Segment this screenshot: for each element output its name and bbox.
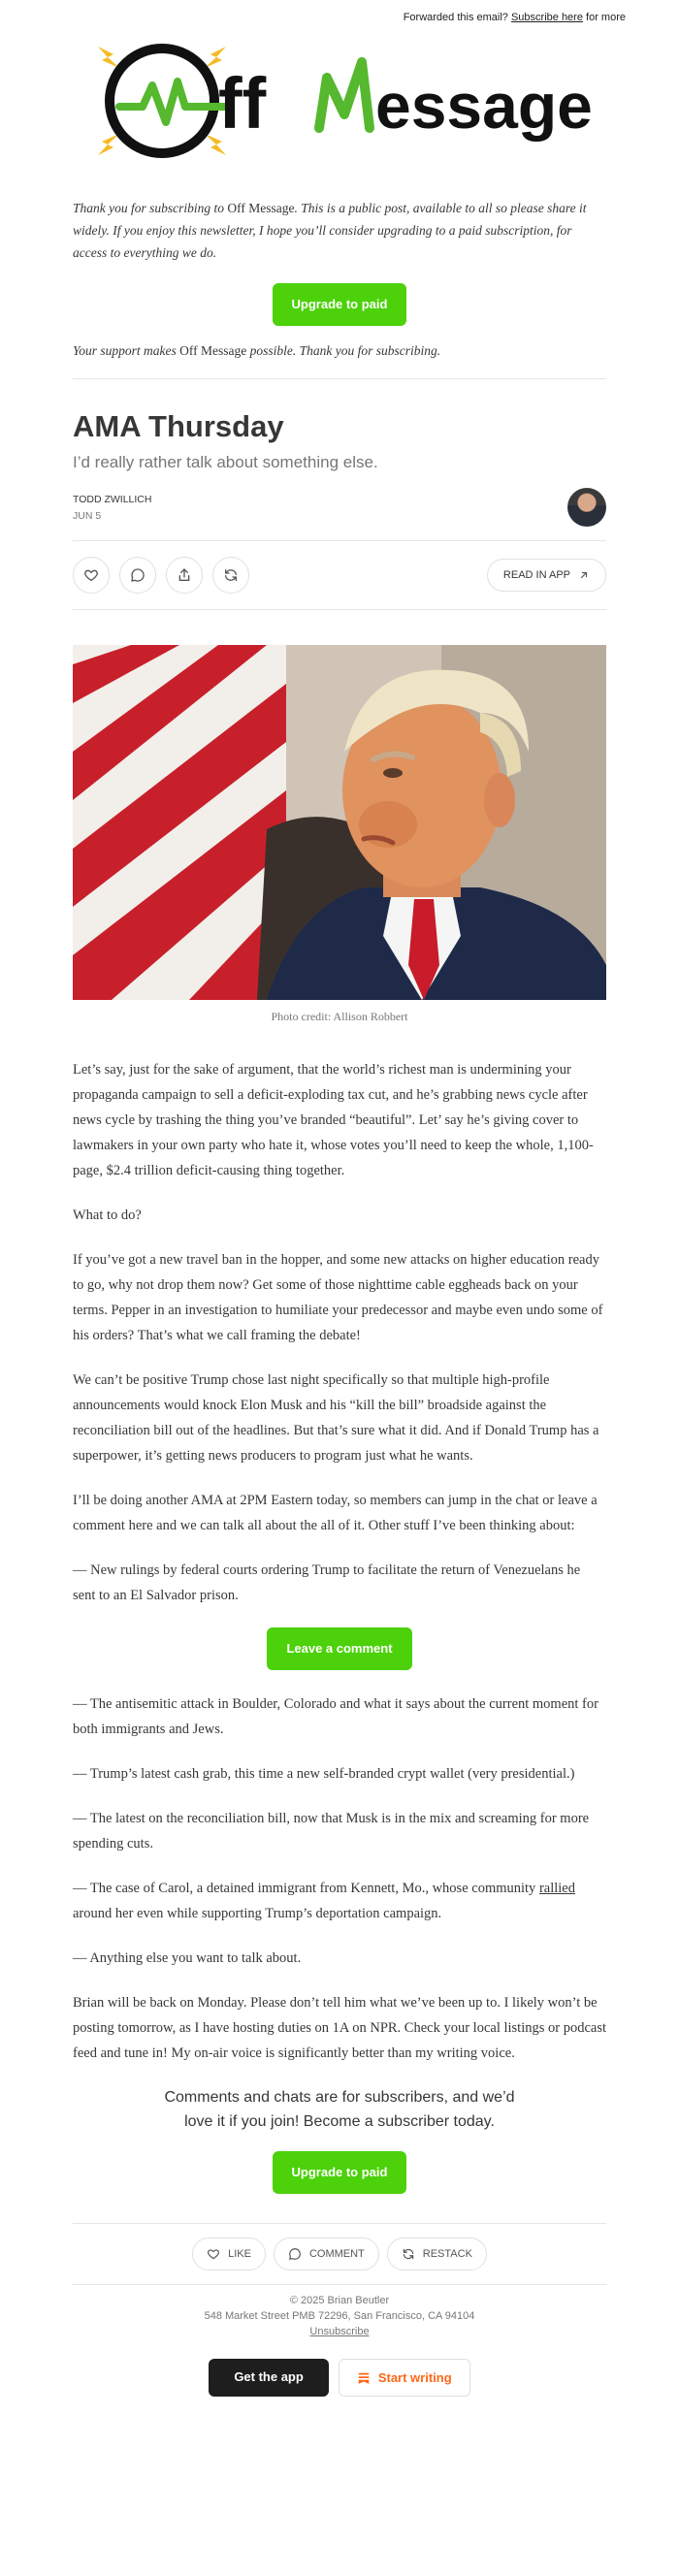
divider bbox=[73, 2284, 606, 2285]
intro-text: Thank you for subscribing to Off Message. This is a public post, available to all so please share it widely. If you enjoy this newsletter, I hope you’ll consider upgrading to a paid subscription, for access to everything we do. bbox=[73, 201, 587, 260]
logo-text-essage: essage bbox=[375, 70, 593, 142]
read-in-app-button[interactable] bbox=[487, 559, 606, 592]
divider bbox=[73, 378, 606, 379]
like-icon[interactable] bbox=[73, 557, 110, 594]
post-title[interactable]: AMA Thursday bbox=[73, 409, 284, 443]
leave-comment-button[interactable]: Leave a comment bbox=[267, 1627, 411, 1670]
upgrade-to-paid-bottom-button[interactable]: Upgrade to paid bbox=[273, 2151, 407, 2194]
get-the-app-button[interactable]: Get the app bbox=[209, 2359, 329, 2397]
paragraph: If you’ve got a new travel ban in the hopper, and some new attacks on higher education ready to go, why not drop them now? Get some of those nighttime cable eggheads back on your terms. Pepper in an investigation to humiliate your predecessor and maybe even undo some of his orders? That’s what we call framing the debate! bbox=[73, 1252, 603, 1343]
engagement-bar bbox=[73, 2238, 606, 2270]
forward-suffix: for more bbox=[586, 12, 626, 23]
restack-arrows-icon bbox=[402, 2247, 415, 2261]
comment-button[interactable] bbox=[274, 2238, 379, 2270]
upgrade-to-paid-button[interactable]: Upgrade to paid bbox=[273, 283, 407, 326]
comment-label: COMMENT bbox=[308, 2248, 365, 2260]
start-writing-button[interactable] bbox=[339, 2359, 470, 2397]
copyright: © 2025 Brian Beutler bbox=[289, 2295, 390, 2306]
support-text: Your support makes Off Message possible. Thank you for subscribing. bbox=[73, 343, 441, 358]
logo-text-ff: ff bbox=[218, 63, 267, 144]
footer bbox=[73, 2293, 606, 2339]
restack-button[interactable] bbox=[387, 2238, 487, 2270]
like-button[interactable] bbox=[192, 2238, 266, 2270]
subscribe-cta-text: Comments and chats are for subscribers, and we’d love it if you join! Become a subscriber today. bbox=[164, 2089, 515, 2130]
like-label: LIKE bbox=[228, 2248, 251, 2260]
app-promo bbox=[73, 2359, 606, 2397]
flag-stripes bbox=[73, 645, 286, 1000]
divider bbox=[73, 2223, 606, 2224]
speech-bubble-icon bbox=[288, 2247, 302, 2261]
post-subtitle: I’d really rather talk about something else. bbox=[73, 453, 378, 471]
comment-icon[interactable] bbox=[119, 557, 156, 594]
paragraph: — New rulings by federal courts ordering Trump to facilitate the return of Venezuelans he sent to an El Salvador prison. bbox=[73, 1562, 581, 1603]
off-message-logo[interactable] bbox=[73, 27, 606, 187]
read-in-app-label: READ IN APP bbox=[502, 569, 570, 581]
paragraph: What to do? bbox=[73, 1208, 142, 1223]
byline bbox=[73, 488, 606, 527]
start-writing-label: Start writing bbox=[377, 2370, 452, 2385]
paragraph: — The latest on the reconciliation bill, now that Musk is in the mix and screaming for more spending cuts. bbox=[73, 1811, 590, 1852]
photo-illustration bbox=[73, 645, 606, 1000]
post-hero-photo[interactable] bbox=[73, 645, 606, 1000]
author-name[interactable]: TODD ZWILLICH bbox=[73, 493, 152, 505]
post-body bbox=[73, 1057, 606, 2066]
paragraph: — The case of Carol, a detained immigrant from Kennett, Mo., whose community rallied around her even while supporting Trump’s deportation campaign. bbox=[73, 1881, 575, 1921]
restack-label: RESTACK bbox=[422, 2248, 472, 2260]
logo-m-heartbeat bbox=[319, 62, 370, 128]
mailing-address: 548 Market Street PMB 72296, San Francisco, CA 94104 bbox=[204, 2310, 475, 2322]
subscribe-link[interactable]: Subscribe here bbox=[510, 12, 583, 23]
paragraph: — Trump’s latest cash grab, this time a new self-branded crypt wallet (very presidential.) bbox=[73, 1766, 575, 1782]
paragraph: I’ll be doing another AMA at 2PM Eastern today, so members can jump in the chat or leave a comment here and we can talk all about the all of it. Other stuff I’ve been thinking about: bbox=[73, 1493, 598, 1533]
forward-prefix: Forwarded this email? bbox=[403, 12, 508, 23]
rallied-link[interactable]: rallied bbox=[538, 1881, 575, 1896]
unsubscribe-link[interactable]: Unsubscribe bbox=[309, 2326, 370, 2337]
paragraph: Brian will be back on Monday. Please don’t tell him what we’ve been up to. I likely won’t be posting tomorrow, as I have hosting duties on 1A on NPR. Check your local listings or podcast feed and tune in! My on-air voice is significantly better than my writing voice. bbox=[73, 1995, 607, 2061]
photo-caption: Photo credit: Allison Robbert bbox=[271, 1010, 408, 1023]
paragraph: We can’t be positive Trump chose last night specifically so that multiple high-profile announcements would knock Elon Musk and his “kill the bill” broadside against the reconciliation bill out of the headlines. But that’s sure what it did. And if Donald Trump has a superpower, it’s getting news producers to program just what he wants. bbox=[73, 1372, 599, 1464]
paragraph: Let’s say, just for the sake of argument, that the world’s richest man is undermining your propaganda campaign to sell a deficit-exploding tax cut, and he’s grabbing news cycle after news cycle by trashing the thing you’ve branded “beautiful”. Let’ say he’s giving cover to lawmakers in your own party who hate it, whose votes you’ll need to keep the whole, 1,100-page, $2.4 trillion deficit-causing thing together. bbox=[73, 1062, 594, 1178]
paragraph: — Anything else you want to talk about. bbox=[73, 1950, 302, 1966]
substack-logo-icon bbox=[357, 2371, 371, 2385]
post-actions bbox=[73, 540, 606, 610]
arrow-up-right-icon bbox=[578, 569, 590, 581]
share-icon[interactable] bbox=[166, 557, 203, 594]
author-avatar[interactable] bbox=[567, 488, 606, 527]
heart-icon bbox=[207, 2247, 220, 2261]
restack-icon[interactable] bbox=[212, 557, 249, 594]
post-date: JUN 5 bbox=[73, 509, 102, 522]
paragraph: — The antisemitic attack in Boulder, Colorado and what it says about the current moment for both immigrants and Jews. bbox=[73, 1696, 598, 1737]
forward-notice bbox=[0, 0, 679, 27]
logo-graphic bbox=[73, 27, 606, 187]
